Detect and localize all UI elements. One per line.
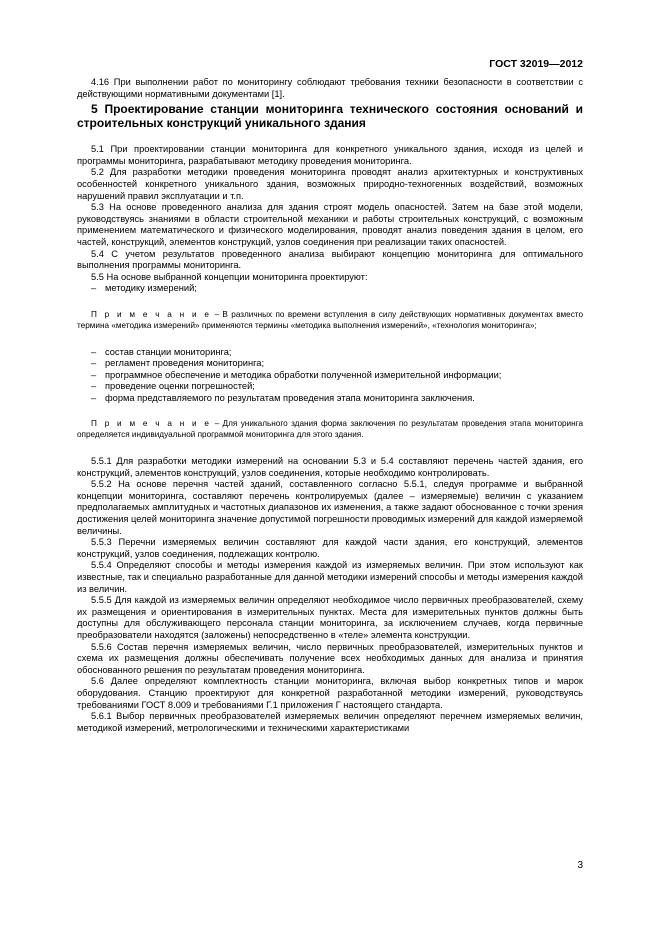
paragraph-5-5: 5.5 На основе выбранной концепции мониторинга проектируют: [91,271,368,282]
list-item [77,358,583,370]
paragraph-5-5-6: 5.5.6 Состав перечня измеряемых величин, число первичных преобразователей, измерительных пунктов и схема их размещения должны обеспечивать получение всех необходимых данных для анализа и принятия обоснованного решения по результатам проведения мониторинга. [77,641,583,675]
list-item [77,393,583,405]
note-label: П р и м е ч а н и е [91,309,212,319]
paragraph-4-16: 4.16 При выполнении работ по мониторингу соблюдают требования техники безопасности в соответствии с действующими нормативными документами [1]. [77,77,583,99]
page-content [77,77,583,734]
list-dash: – [91,283,97,294]
list-item [77,347,583,359]
list-item [77,283,583,295]
paragraph-5-6: 5.6 Далее определяют комплектность станции мониторинга, включая выбор конкретных типов и марок оборудования. Станцию проектируют для конкретной разработанной методики измерений, руководствуясь требованиями ГОСТ 8.009 и требованиями Г.1 приложения Г настоящего стандарта. [77,676,583,710]
paragraph-5-5-1: 5.5.1 Для разработки методики измерений на основании 5.3 и 5.4 составляют перечень частей здания, его конструкций, элементов конструкций, узлов соединения, которые необходимо контролировать. [77,456,583,478]
list-item-text: программное обеспечение и методика обработки полученной измерительной информации; [105,369,502,380]
document-header: ГОСТ 32019—2012 [489,58,583,70]
paragraph-5-5-4: 5.5.4 Определяют способы и методы измерения каждой из измеряемых величин. При этом используют как известные, так и специально разработанные для данной методики измерений способы и методы измерения каждой из величин. [77,560,583,594]
list-dash: – [91,392,97,403]
list-dash: – [91,381,97,392]
paragraph-5-5-5: 5.5.5 Для каждой из измеряемых величин определяют необходимое число первичных преобразователей, схему их размещения и ориентирования в измерительных пунктах. Места для измерительных пунктов должны быть доступны для обслуживающего персонала станции мониторинга, за исключением случаев, когда первичные преобразователи находятся (заложены) непосредственно в «теле» элемента конструкции. [77,595,583,640]
page-number: 3 [577,860,583,871]
paragraph-5-4: 5.4 С учетом результатов проведенного анализа выбирают концепцию мониторинга для оптимального выполнения программы мониторинга. [77,248,583,271]
list-item [77,381,583,393]
list-item-text: состав станции мониторинга; [105,346,232,357]
list-item-text: регламент проведения мониторинга; [105,358,265,369]
note-2 [77,419,583,441]
note-text: – В различных по времени вступления в силу действующих нормативных документах вместо термина «методика измерений» применяются термины «методика выполнения измерений», «технология мониторинга»; [77,309,584,330]
list-dash: – [91,358,97,369]
list-item-text: методику измерений; [105,283,197,294]
paragraph-5-5-2: 5.5.2 На основе перечня частей зданий, составленного согласно 5.5.1, следуя программе и выбранной концепции мониторинга, составляют перечень контролируемых (далее – измеряемые) величин с указанием предполагаемых амплитудных и частотных диапазонов их изменения, а также задают обоснованное с точки зрения достижения целей мониторинга значение допустимой погрешности проводимых измерений для каждой измеряемой величины. [77,479,583,536]
paragraph-5-6-1: 5.6.1 Выбор первичных преобразователей измеряемых величин определяют перечнем измеряемых величин, методикой измерений, метрологическими и техническими характеристиками [77,711,583,733]
section-5-heading: 5 Проектирование станции мониторинга технического состояния оснований и строительных конструкций уникального здания [77,102,583,131]
note-1 [77,310,583,332]
list-item-text: форма представляемого по результатам проведения этапа мониторинга заключения. [105,392,475,403]
paragraph-5-5-3: 5.5.3 Перечни измеряемых величин составляют для каждой части здания, его конструкций, элементов конструкций, узлов соединения, подлежащих контролю. [77,537,583,559]
paragraph-5-1: 5.1 При проектировании станции мониторинга для конкретного уникального здания, исходя из целей и программы мониторинга, разрабатывают методику проведения мониторинга. [77,144,583,166]
paragraph-5-3: 5.3 На основе проведенного анализа для здания строят модель опасностей. Затем на базе этой модели, руководствуясь знаниями в области строительной механики и работы строительных конструкций, с возможным применением математического и физического моделирования, проводят анализ поведения здания в целом, его частей, конструкций, элементов конструкций, узлов соединения при реализации таких опасностей. [77,202,583,247]
note-text: – Для уникального здания форма заключения по результатам проведения этапа мониторинга определяется индивидуальной программой мониторинга для этого здания. [77,419,584,440]
list-dash: – [91,369,97,380]
list-item-text: проведение оценки погрешностей; [105,381,255,392]
list-item-wrapped [77,370,583,382]
list-dash: – [91,346,97,357]
paragraph-5-2: 5.2 Для разработки методики проведения мониторинга проводят анализ архитектурных и конструктивных особенностей конкретного уникального здания, возможных природно-техногенных воздействий, возможных нарушений правил эксплуатации и т.п. [77,167,583,201]
note-label: П р и м е ч а н и е [91,419,212,429]
